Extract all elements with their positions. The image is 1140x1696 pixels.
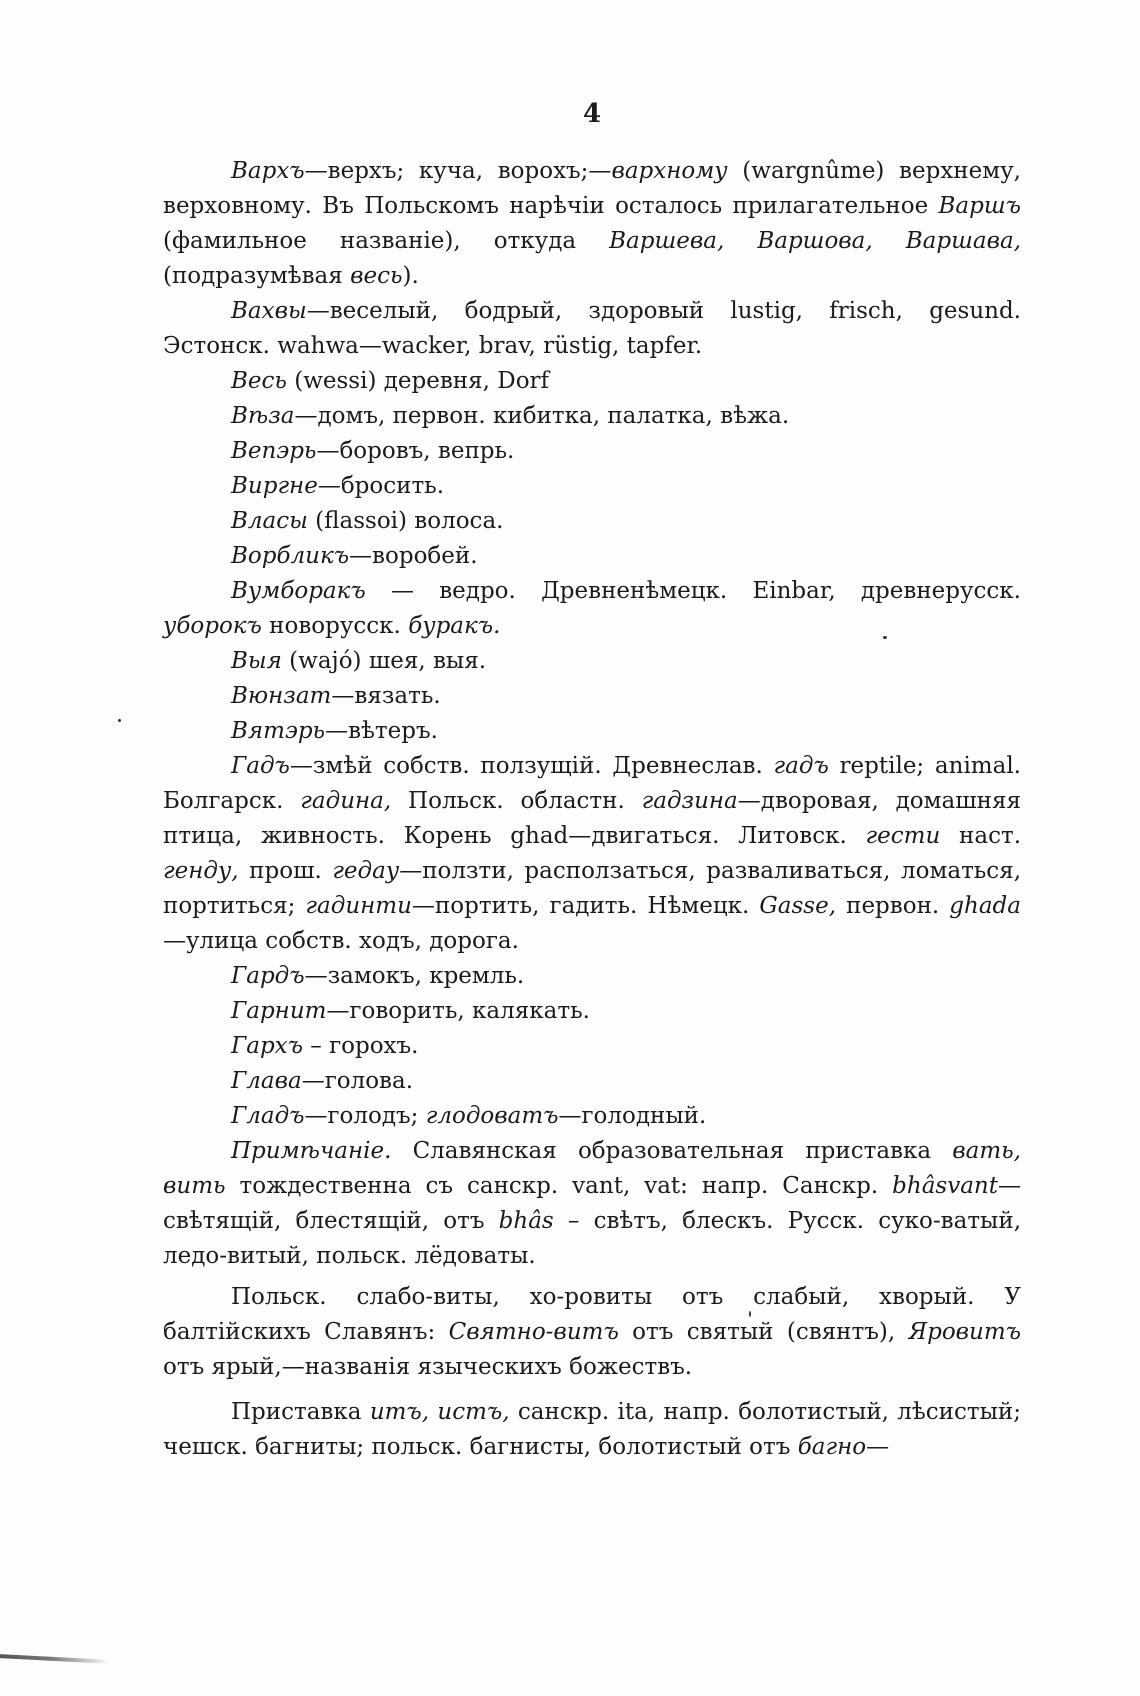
entry-text: отъ ярый,—названія языческихъ божествъ. bbox=[163, 1354, 693, 1380]
headword: весь bbox=[350, 263, 403, 289]
entry-text: —боровъ, вепрь. bbox=[316, 438, 515, 464]
headword: Весь bbox=[231, 368, 287, 394]
entry-gard bbox=[163, 959, 1021, 994]
ink-speck bbox=[749, 1311, 751, 1317]
headword: Варшъ bbox=[938, 193, 1021, 219]
entry-ves bbox=[163, 364, 1021, 399]
headword: гедау bbox=[332, 858, 400, 884]
entry-text: Приставка bbox=[231, 1399, 370, 1425]
ink-speck bbox=[118, 719, 121, 722]
entry-text: —ползти, расползаться, разваливаться, ломаться, портиться; bbox=[163, 858, 1022, 919]
entry-text: прош. bbox=[238, 858, 333, 884]
entry-text: Польск. слабо-виты, хо-ровиты отъ слабый, хворый. У балтійскихъ Славянъ: bbox=[163, 1284, 1021, 1345]
scan-edge-mark bbox=[0, 1654, 110, 1664]
entry-text: —бросить. bbox=[317, 473, 445, 499]
page-number: 4 bbox=[582, 99, 602, 129]
headword: bhâsvant bbox=[892, 1173, 998, 1199]
entry-text: санскр. ita, напр. болотистый, лѣсистый; чешск. багниты; польск. багнисты, болотистый отъ bbox=[163, 1399, 1021, 1460]
note-paragraph bbox=[163, 1134, 1021, 1274]
entry-text: — bbox=[866, 1434, 890, 1460]
entry-text: —воробей. bbox=[349, 543, 478, 569]
headword: глодоватъ bbox=[425, 1103, 559, 1129]
headword: ghada bbox=[949, 893, 1021, 919]
entry-text: тождественна съ санскр. vant, vat: напр. Санскр. bbox=[225, 1173, 893, 1199]
headword: Вюнзат bbox=[231, 683, 332, 709]
entry-text: —улица собств. ходъ, дорога. bbox=[163, 928, 519, 954]
entry-vakhvy bbox=[163, 294, 1021, 364]
entry-text: (flassoi) волоса. bbox=[307, 508, 504, 534]
entry-garnit bbox=[163, 994, 1021, 1029]
entry-vyater bbox=[163, 714, 1021, 749]
entry-garkh bbox=[163, 1029, 1021, 1064]
entry-text: —замокъ, кремль. bbox=[304, 963, 525, 989]
headword: Вахвы bbox=[231, 298, 307, 324]
headword: гадинти bbox=[305, 893, 412, 919]
headword: Вятэрь bbox=[231, 718, 326, 744]
entry-text: отъ святый (свянтъ), bbox=[618, 1319, 909, 1345]
headword: Глава bbox=[231, 1068, 302, 1094]
headword: Gasse, bbox=[759, 893, 837, 919]
polish-suffix-paragraph bbox=[163, 1280, 1021, 1385]
entry-text: —голова. bbox=[301, 1068, 414, 1094]
entry-text: Славянская образовательная приставка bbox=[391, 1138, 953, 1164]
entry-vlasy bbox=[163, 504, 1021, 539]
entry-varkh bbox=[163, 154, 1021, 294]
entry-virgne bbox=[163, 469, 1021, 504]
entry-vorblik bbox=[163, 539, 1021, 574]
headword: вать, вить bbox=[163, 1138, 1021, 1199]
headword: Гардъ bbox=[231, 963, 305, 989]
entry-text: —голодъ; bbox=[304, 1103, 426, 1129]
entry-text: (wajó) шея, выя. bbox=[281, 648, 487, 674]
headword: уборокъ bbox=[163, 613, 262, 639]
headword: гести bbox=[865, 823, 941, 849]
entry-veza bbox=[163, 399, 1021, 434]
entry-text: —домъ, первон. кибитка, палатка, вѣжа. bbox=[294, 403, 790, 429]
entry-text: —верхъ; куча, ворохъ;— bbox=[304, 158, 612, 184]
entry-text: – свѣтъ, блескъ. Русск. суко-ватый, ледо-витый, польск. лёдоваты. bbox=[163, 1208, 1022, 1269]
entry-text: —говорить, калякать. bbox=[326, 998, 590, 1024]
headword: Примѣчаніе. bbox=[231, 1138, 392, 1164]
headword: генду, bbox=[163, 858, 239, 884]
entry-text: —веселый, бодрый, здоровый lustig, frisch, gesund. Эстонск. wahwa—wacker, brav, rüstig, tapfer. bbox=[163, 298, 1021, 359]
headword: буракъ. bbox=[408, 613, 501, 639]
headword: Гархъ bbox=[231, 1033, 303, 1059]
headword: гадзина bbox=[641, 788, 738, 814]
entry-text: (фамильное названіе), откуда bbox=[163, 228, 610, 254]
headword: Власы bbox=[231, 508, 308, 534]
entry-text: —вязать. bbox=[331, 683, 441, 709]
headword: Варшева, Варшова, Варшава, bbox=[609, 228, 1021, 254]
entry-vyunzat bbox=[163, 679, 1021, 714]
ink-speck bbox=[883, 636, 887, 639]
entry-text: (подразумѣвая bbox=[163, 263, 351, 289]
dictionary-entries bbox=[163, 154, 1021, 1465]
entry-text: наст. bbox=[940, 823, 1021, 849]
entry-text: —змѣй собств. ползущій. Древнеслав. bbox=[289, 753, 774, 779]
entry-text: новорусск. bbox=[261, 613, 409, 639]
headword: Святно-витъ bbox=[448, 1319, 619, 1345]
headword: вархному bbox=[611, 158, 728, 184]
entry-glad bbox=[163, 1099, 1021, 1134]
entry-text: ). bbox=[402, 263, 419, 289]
entry-text: reptile; animal. Болгарск. bbox=[163, 753, 1021, 814]
entry-text: (wargnûme) верхнему, верховному. Въ Польскомъ нарѣчіи осталось прилагательное bbox=[163, 158, 1021, 219]
headword: гадъ bbox=[773, 753, 829, 779]
headword: Яровитъ bbox=[908, 1319, 1021, 1345]
headword: Виргне bbox=[231, 473, 318, 499]
entry-glava bbox=[163, 1064, 1021, 1099]
headword: Вумборакъ bbox=[231, 578, 366, 604]
book-page bbox=[163, 96, 1021, 1656]
entry-text: первон. bbox=[836, 893, 950, 919]
entry-text: —голодный. bbox=[558, 1103, 707, 1129]
headword: Вепэрь bbox=[231, 438, 317, 464]
entry-vyya bbox=[163, 644, 1021, 679]
headword: Гарнит bbox=[231, 998, 327, 1024]
headword: Вѣза bbox=[231, 403, 295, 429]
entry-text: —портить, гадить. Нѣмецк. bbox=[411, 893, 760, 919]
entry-text: Польск. областн. bbox=[391, 788, 642, 814]
entry-text: — ведро. Древненѣмецк. Einbar, древнерусск. bbox=[365, 578, 1021, 604]
entry-veper bbox=[163, 434, 1021, 469]
entry-text: —дворовая, домашняя птица, живность. Корень ghad—двигаться. Литовск. bbox=[163, 788, 1021, 849]
headword: гадина, bbox=[300, 788, 392, 814]
headword: Вархъ bbox=[231, 158, 305, 184]
entry-text: – горохъ. bbox=[302, 1033, 419, 1059]
suffix-ist-paragraph bbox=[163, 1395, 1021, 1465]
entry-text: —свѣтящій, блестящій, отъ bbox=[163, 1173, 1021, 1234]
entry-vumborak bbox=[163, 574, 1021, 644]
entry-text: (wessi) деревня, Dorf bbox=[286, 368, 550, 394]
headword: багно bbox=[797, 1434, 867, 1460]
headword: Выя bbox=[231, 648, 282, 674]
entry-gad bbox=[163, 749, 1021, 959]
headword: Ворбликъ bbox=[231, 543, 350, 569]
headword: Гадъ bbox=[231, 753, 290, 779]
headword: Гладъ bbox=[231, 1103, 305, 1129]
headword: итъ, истъ, bbox=[369, 1399, 510, 1425]
headword: bhâs bbox=[498, 1208, 554, 1234]
entry-text: —вѣтеръ. bbox=[325, 718, 438, 744]
